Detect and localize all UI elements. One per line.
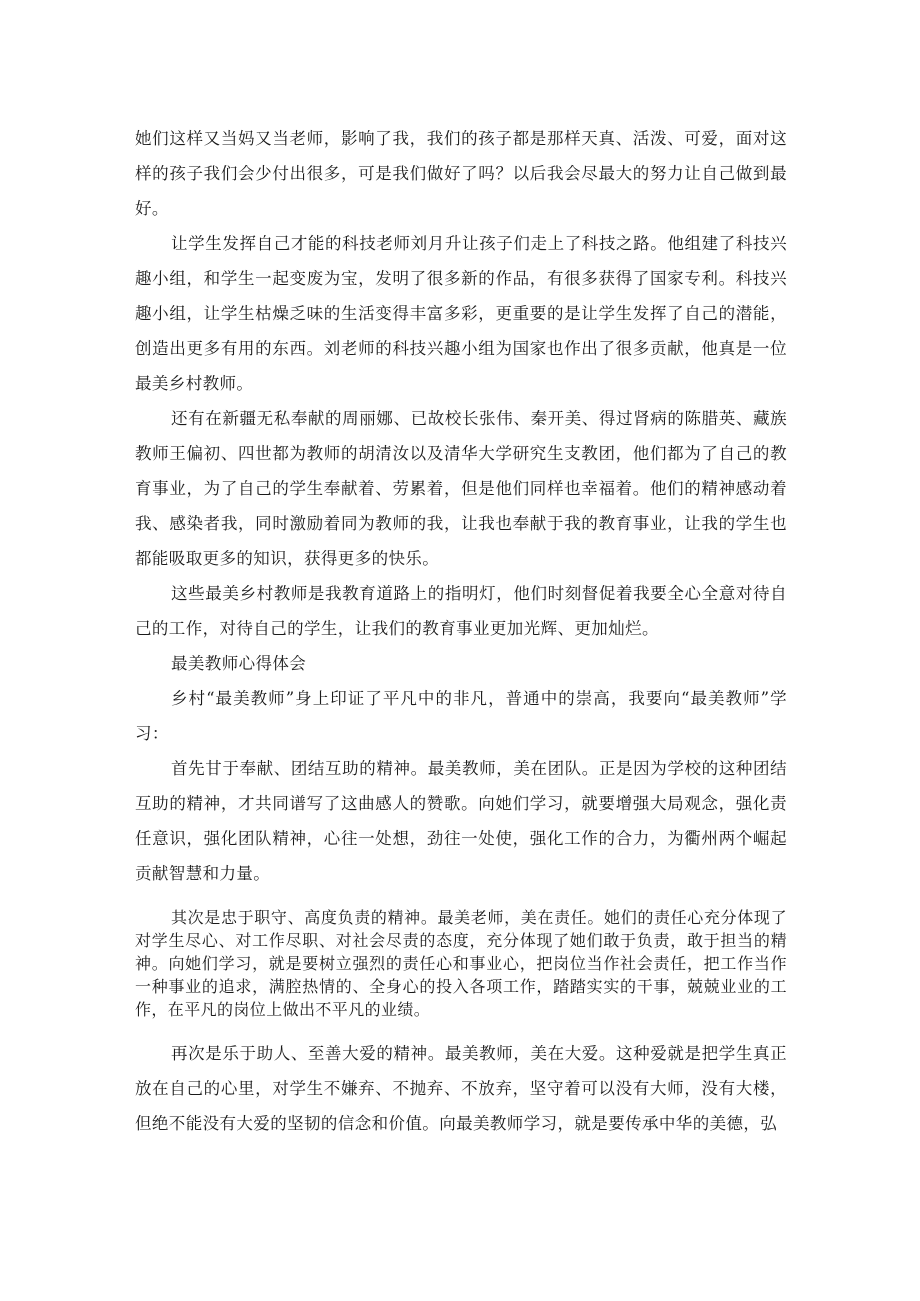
paragraph-guiding-light: 这些最美乡村教师是我教育道路上的指明灯，他们时刻督促着我要全心全意对待自己的工作，对待自己的学生，让我们的教育事业更加光辉、更加灿烂。 <box>135 584 787 638</box>
paragraph-intro: 乡村“最美教师”身上印证了平凡中的非凡，普通中的崇高，我要向“最美教师”学习： <box>135 689 787 743</box>
paragraph-continuation: 她们这样又当妈又当老师，影响了我，我们的孩子都是那样天真、活泼、可爱，面对这样的孩子我们会少付出很多，可是我们做好了吗？以后我会尽最大的努力让自己做到最好。 <box>135 129 787 218</box>
section-heading: 最美教师心得体会 <box>171 654 307 673</box>
paragraph-point-dedication: 首先甘于奉献、团结互助的精神。最美教师，美在团队。正是因为学校的这种团结互助的精神，才共同谱写了这曲感人的赞歌。向她们学习，就要增强大局观念，强化责任意识，强化团队精神，心往一处想，劲往一处使，强化工作的合力，为衢州两个崛起贡献智慧和力量。 <box>135 759 787 883</box>
paragraph-liu-yuesheng: 让学生发挥自己才能的科技老师刘月升让孩子们走上了科技之路。他组建了科技兴趣小组，和学生一起变废为宝，发明了很多新的作品，有很多获得了国家专利。科技兴趣小组，让学生枯燥乏味的生活变得丰富多彩，更重要的是让学生发挥了自己的潜能，创造出更多有用的东西。刘老师的科技兴趣小组为国家也作出了很多贡献，他真是一位最美乡村教师。 <box>135 234 787 393</box>
paragraph-other-teachers: 还有在新疆无私奉献的周丽娜、已故校长张伟、秦开美、得过肾病的陈腊英、藏族教师王偏初、四世都为教师的胡清汝以及清华大学研究生支教团，他们都为了自己的教育事业，为了自己的学生奉献着、劳累着，但是他们同样也幸福着。他们的精神感动着我、感染者我，同时激励着同为教师的我，让我也奉献于我的教育事业，让我的学生也都能吸取更多的知识，获得更多的快乐。 <box>135 409 787 568</box>
paragraph-point-responsibility: 其次是忠于职守、高度负责的精神。最美老师，美在责任。她们的责任心充分体现了对学生尽心、对工作尽职、对社会尽责的态度，充分体现了她们敢于负责，敢于担当的精神。向她们学习，就是要树立强烈的责任心和事业心，把岗位当作社会责任，把工作当作一种事业的追求，满腔热情的、全身心的投入各项工作，踏踏实实的干事，兢兢业业的工作，在平凡的岗位上做出不平凡的业绩。 <box>135 908 787 1019</box>
paragraph-point-love: 再次是乐于助人、至善大爱的精神。最美教师，美在大爱。这种爱就是把学生真正放在自己的心里，对学生不嫌弃、不抛弃、不放弃，坚守着可以没有大师，没有大楼，但绝不能没有大爱的坚韧的信念和价值。向最美教师学习，就是要传承中华的美德，弘 <box>135 1044 787 1133</box>
